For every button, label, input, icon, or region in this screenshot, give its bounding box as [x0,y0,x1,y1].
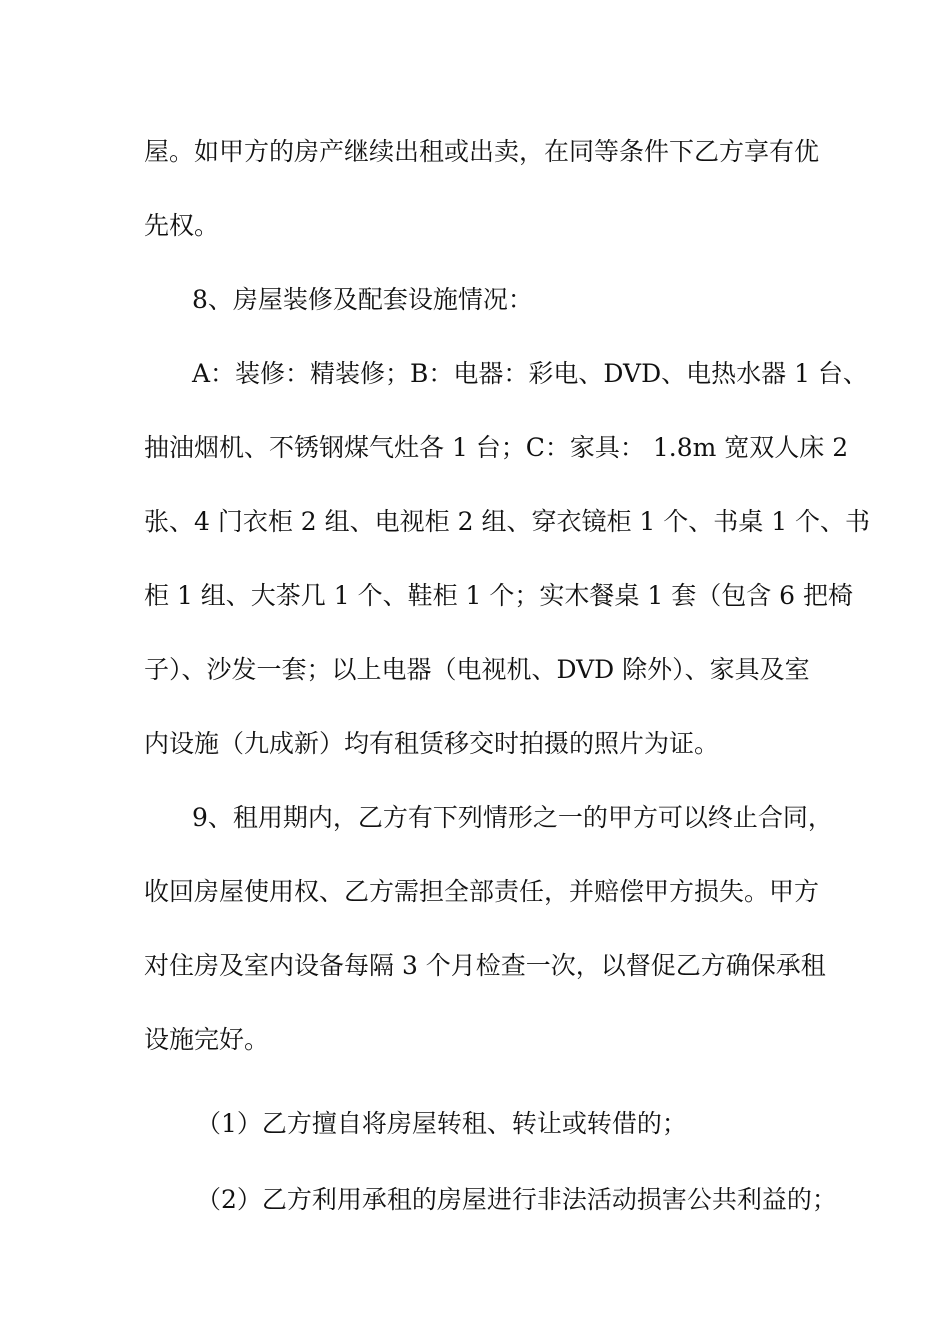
text-line-8: 子）、沙发一套；以上电器（电视机、DVD 除外）、家具及室 [144,655,810,684]
text-line-13: 设施完好。 [144,1025,270,1054]
text-line-1: 屋。如甲方的房产继续出租或出卖，在同等条件下乙方享有优 [144,137,820,166]
text-line-6: 张、4 门衣柜 2 组、电视柜 2 组、穿衣镜柜 1 个、书桌 1 个、书 [144,507,871,536]
text-line-12: 对住房及室内设备每隔 3 个月检查一次，以督促乙方确保承租 [144,951,826,980]
list-item-2: （2）乙方利用承租的房屋进行非法活动损害公共利益的； [196,1185,837,1214]
text-line-9: 内设施（九成新）均有租赁移交时拍摄的照片为证。 [144,729,720,758]
text-line-7: 柜 1 组、大茶几 1 个、鞋柜 1 个；实木餐桌 1 套（包含 6 把椅 [144,581,853,610]
section-9-heading: 9、租用期内，乙方有下列情形之一的甲方可以终止合同， [192,803,833,832]
text-line-5: 抽油烟机、不锈钢煤气灶各 1 台；C：家具： 1.8m 宽双人床 2 [144,433,849,462]
list-item-1: （1）乙方擅自将房屋转租、转让或转借的； [196,1109,687,1138]
text-line-4: A：装修：精装修；B：电器：彩电、DVD、电热水器 1 台、 [192,359,868,388]
text-line-2: 先权。 [144,211,220,240]
section-8-heading: 8、房屋装修及配套设施情况： [192,285,533,314]
text-line-11: 收回房屋使用权、乙方需担全部责任，并赔偿甲方损失。甲方 [144,877,820,906]
